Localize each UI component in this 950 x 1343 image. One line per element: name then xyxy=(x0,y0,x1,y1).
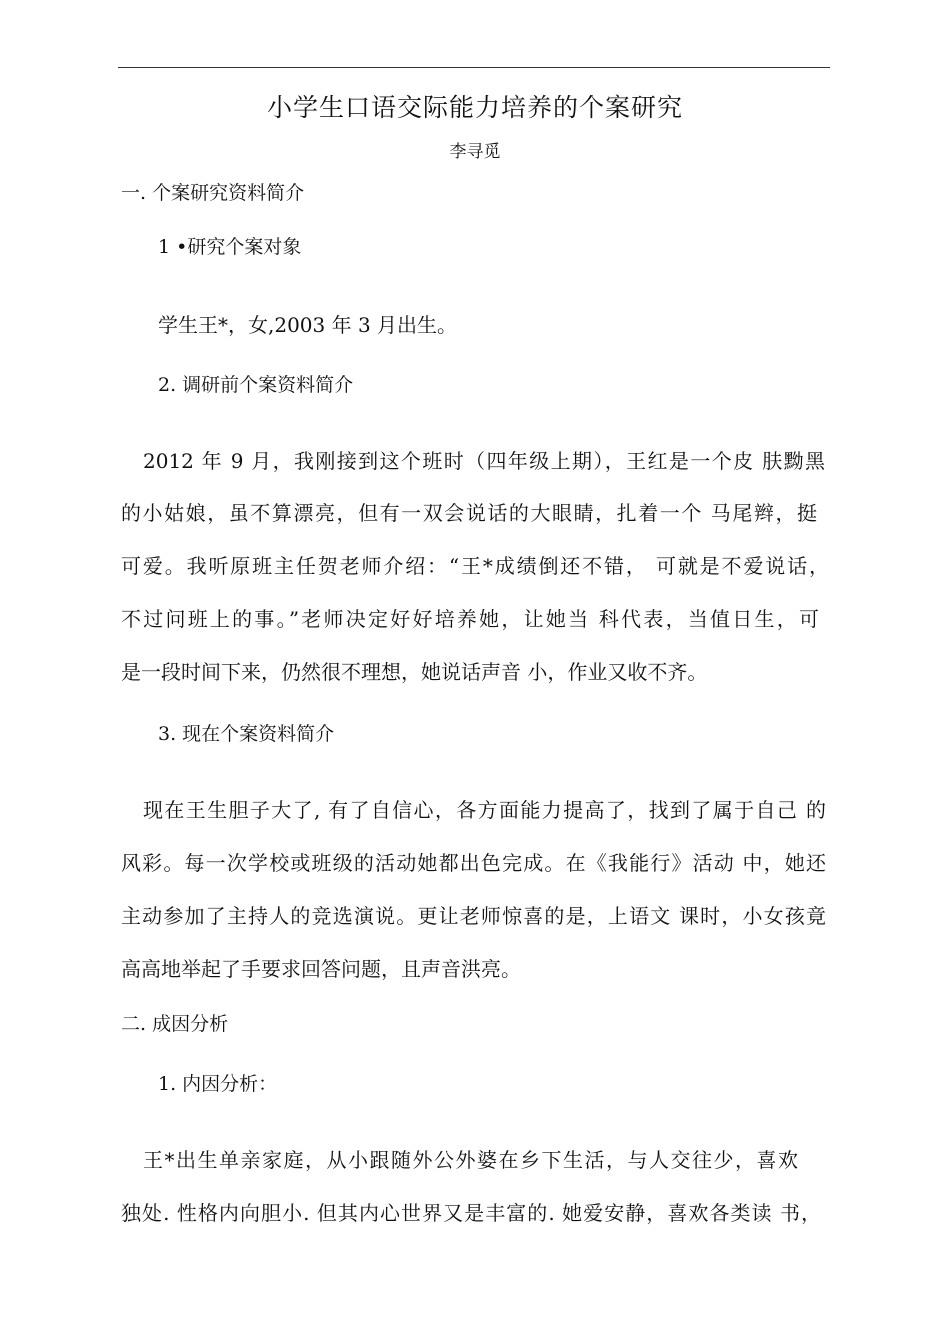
paragraph-3-line-2: 风彩。每一次学校或班级的活动她都出色完成。在《我能行》活动 中，她还 xyxy=(121,851,826,875)
paragraph-3-line-1: 现在王生胆子大了, 有了自信心，各方面能力提高了，找到了属于自己 的 xyxy=(143,798,826,822)
document-author: 李寻觅 xyxy=(449,142,501,162)
section-heading-2: 二. 成因分析 xyxy=(121,1013,229,1035)
section-heading-1: 一. 个案研究资料简介 xyxy=(121,182,305,204)
paragraph-4-line-1: 王*出生单亲家庭，从小跟随外公外婆在乡下生活，与人交往少，喜欢 xyxy=(143,1148,798,1172)
paragraph-3-line-4: 高高地举起了手要求回答问题，且声音洪亮。 xyxy=(121,957,521,981)
paragraph-3-line-3: 主动参加了主持人的竞选演说。更让老师惊喜的是，上语文 课时，小女孩竟 xyxy=(121,904,826,928)
paragraph-2-line-4: 不过问班上的事。”老师决定好好培养她，让她当 科代表，当值日生，可 xyxy=(121,607,819,631)
item-heading-3: 3. 现在个案资料简介 xyxy=(158,723,335,745)
item-heading-2: 2. 调研前个案资料简介 xyxy=(158,374,354,396)
header-rule xyxy=(118,67,830,68)
item-heading-4: 1. 内因分析： xyxy=(158,1073,278,1095)
paragraph-1: 学生王*，女,2003 年 3 月出生。 xyxy=(158,313,458,337)
paragraph-2-line-3: 可爱。我听原班主任贺老师介绍：“王*成绩倒还不错， 可就是不爱说话， xyxy=(121,554,829,578)
paragraph-2-line-5: 是一段时间下来，仍然很不理想，她说话声音 小，作业又收不齐。 xyxy=(121,660,708,684)
document-title: 小学生口语交际能力培养的个案研究 xyxy=(266,93,683,122)
paragraph-2-line-2: 的小姑娘，虽不算漂亮，但有一双会说话的大眼睛，扎着一个 马尾辫，挺 xyxy=(121,501,817,525)
item-heading-1: 1 •研究个案对象 xyxy=(158,236,302,258)
paragraph-4-line-2: 独处. 性格内向胆小. 但其内心世界又是丰富的. 她爱安静，喜欢各类读 书， xyxy=(121,1201,821,1225)
paragraph-2-line-1: 2012 年 9 月，我刚接到这个班时（四年级上期），王红是一个皮 肤黝黑 xyxy=(143,449,825,473)
